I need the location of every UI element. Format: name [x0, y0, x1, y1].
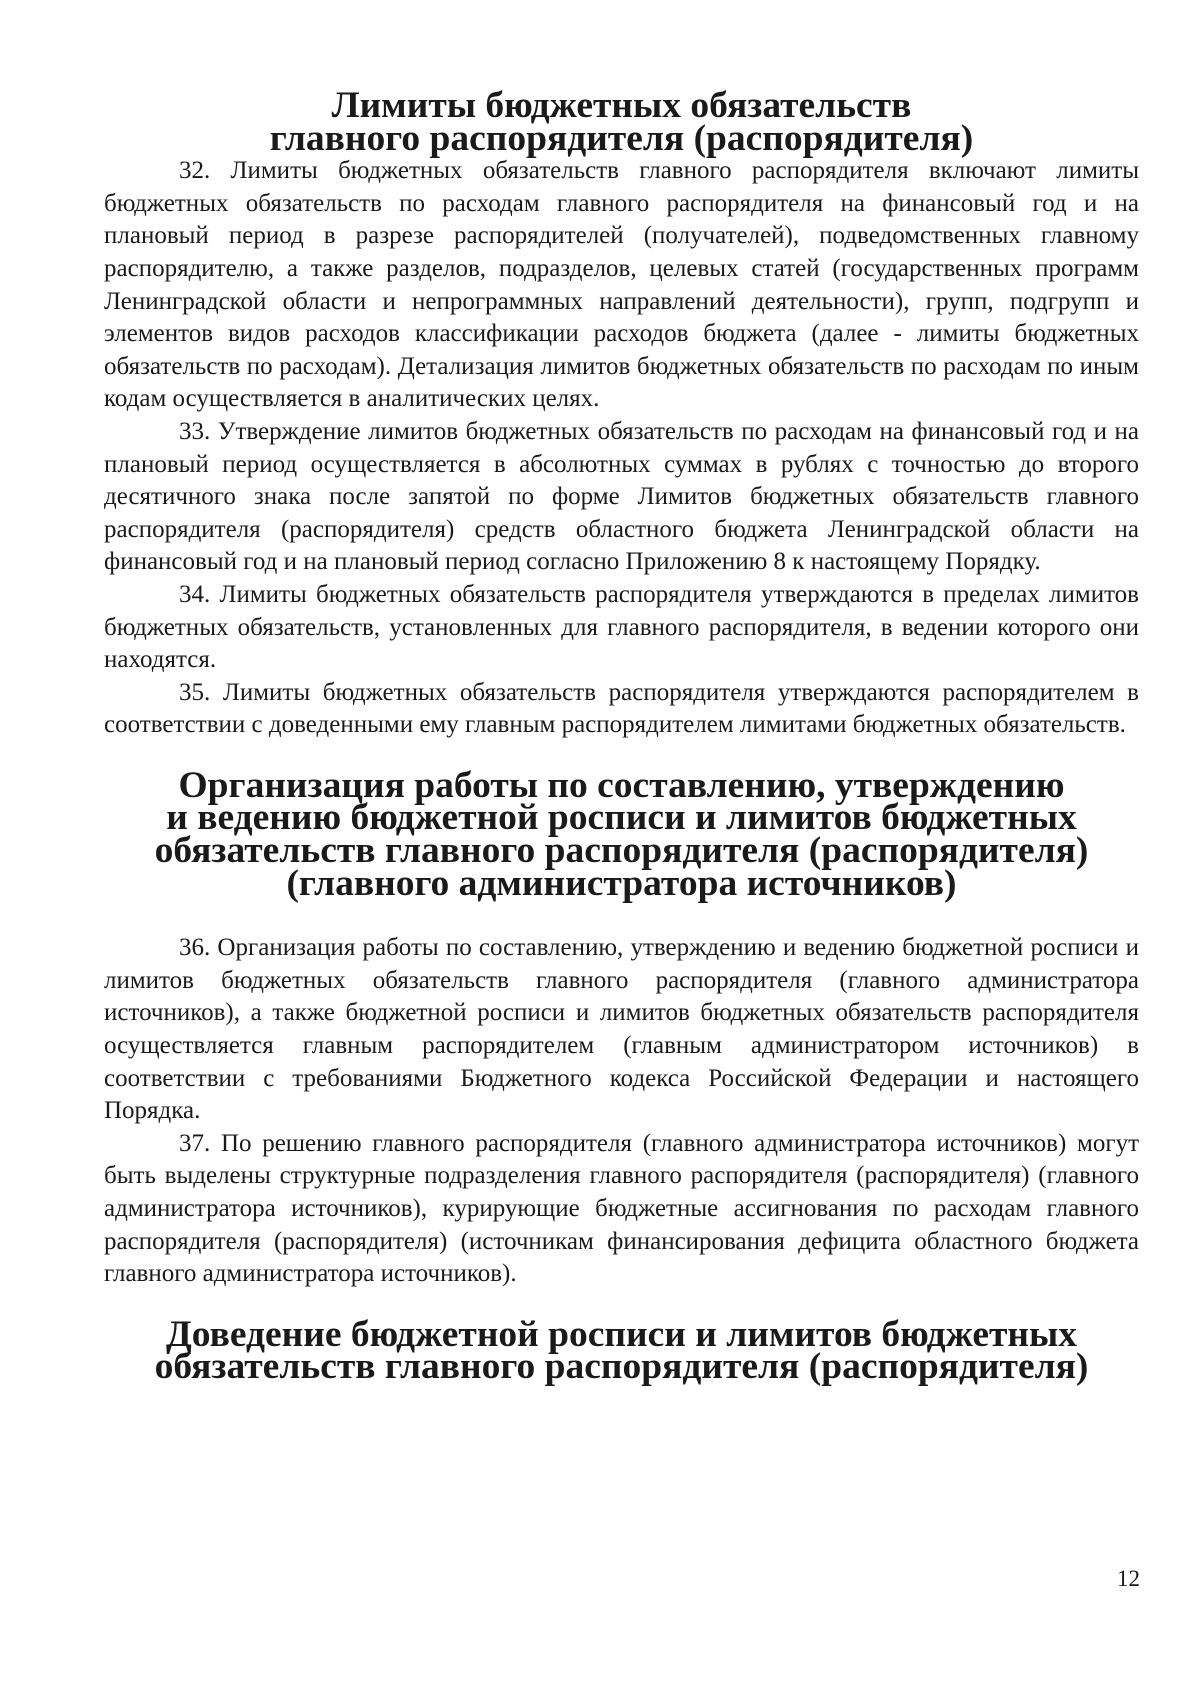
page-number: 12: [1117, 1566, 1140, 1591]
section-heading-organization: [104, 764, 1139, 904]
heading-line: и ведению бюджетной росписи и лимитов бюджетных: [166, 797, 1077, 839]
heading-line: обязательств главного распорядителя (распорядителя): [154, 1346, 1089, 1388]
page-content: [104, 85, 1139, 1388]
paragraph-37: 37. По решению главного распорядителя (главного администратора источников) могут быть выделены структурные подразделения главного распорядителя (распорядителя) (главного администратора источников), курирующие бюджетные ассигнования по расходам главного распорядителя (распорядителя) (источникам финансирования дефицита областного бюджета главного администратора источников).: [104, 1129, 1139, 1288]
heading-line: Организация работы по составлению, утверждению: [178, 764, 1065, 806]
paragraph-36: 36. Организация работы по составлению, утверждению и ведению бюджетной росписи и лимитов бюджетных обязательств главного распорядителя (главного администратора источников), а также бюджетной росписи и лимитов бюджетных обязательств распорядителя осуществляется главным распорядителем (главным администратором источников) в соответствии с требованиями Бюджетного кодекса Российской Федерации и настоящего Порядка.: [104, 934, 1139, 1125]
paragraph-35: 35. Лимиты бюджетных обязательств распорядителя утверждаются распорядителем в соответствии с доведенными ему главным распорядителем лимитами бюджетных обязательств.: [104, 678, 1139, 739]
section-heading-delivery: [104, 1313, 1139, 1388]
heading-line: Лимиты бюджетных обязательств: [331, 85, 912, 126]
heading-line: обязательств главного распорядителя (распорядителя): [154, 830, 1089, 872]
heading-line: главного распорядителя (распорядителя): [269, 117, 974, 159]
heading-line: (главного администратора источников): [286, 862, 957, 904]
paragraph-33: 33. Утверждение лимитов бюджетных обязательств по расходам на финансовый год и на плановый период осуществляется в абсолютных суммах в рублях с точностью до второго десятичного знака после запятой по форме Лимитов бюджетных обязательств главного распорядителя (распорядителя) средств областного бюджета Ленинградской области на финансовый год и на плановый период согласно Приложению 8 к настоящему Порядку.: [104, 417, 1139, 576]
section-heading-limits: [104, 85, 1139, 159]
heading-line: Доведение бюджетной росписи и лимитов бюджетных: [165, 1313, 1078, 1355]
paragraph-32: 32. Лимиты бюджетных обязательств главного распорядителя включают лимиты бюджетных обязательств по расходам главного распорядителя на финансовый год и на плановый период в разрезе распорядителей (получателей), подведомственных главному распорядителю, а также разделов, подразделов, целевых статей (государственных программ Ленинградской области и непрограммных направлений деятельности), групп, подгрупп и элементов видов расходов классификации расходов бюджета (далее - лимиты бюджетных обязательств по расходам). Детализация лимитов бюджетных обязательств по расходам по иным кодам осуществляется в аналитических целях.: [104, 157, 1139, 413]
paragraph-34: 34. Лимиты бюджетных обязательств распорядителя утверждаются в пределах лимитов бюджетных обязательств, установленных для главного распорядителя, в ведении которого они находятся.: [104, 580, 1139, 674]
